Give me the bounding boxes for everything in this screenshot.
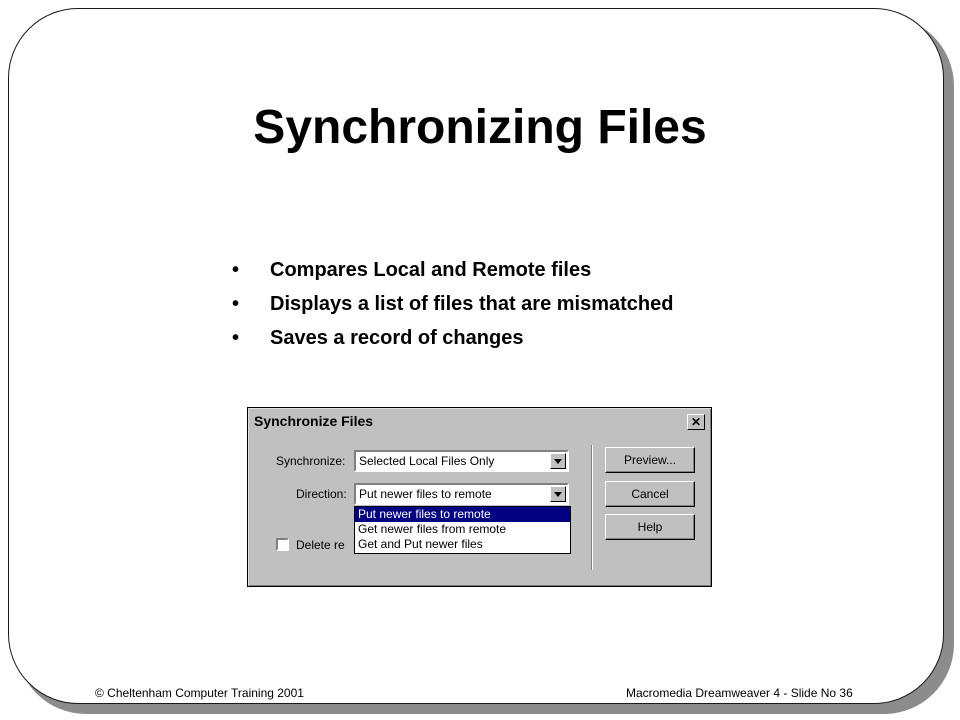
dialog-titlebar xyxy=(250,410,709,432)
dropdown-option[interactable]: Get newer files from remote xyxy=(358,522,507,536)
footer-slide-number: Macromedia Dreamweaver 4 - Slide No 36 xyxy=(626,686,853,700)
dropdown-option[interactable]: Get and Put newer files xyxy=(358,537,483,551)
synchronize-select[interactable] xyxy=(354,450,569,472)
dialog-title: Synchronize Files xyxy=(254,413,374,429)
dropdown-option[interactable]: Put newer files to remote xyxy=(355,507,570,522)
slide-title: Synchronizing Files xyxy=(253,101,707,154)
close-icon[interactable]: ✕ xyxy=(687,414,705,430)
footer-copyright: © Cheltenham Computer Training 2001 xyxy=(95,686,304,700)
bullet-icon: • xyxy=(232,327,240,349)
bullet-item: • Compares Local and Remote files xyxy=(232,255,673,289)
bullet-item: • Saves a record of changes xyxy=(232,323,673,357)
bullet-list xyxy=(232,255,673,357)
dialog-separator xyxy=(591,445,593,570)
direction-value: Put newer files to remote xyxy=(359,487,492,501)
direction-select[interactable] xyxy=(354,483,569,505)
bullet-item: • Displays a list of files that are mismatched xyxy=(232,289,673,323)
delete-checkbox[interactable] xyxy=(276,538,289,551)
direction-label: Direction: xyxy=(296,487,347,501)
help-button[interactable]: Help xyxy=(605,514,695,540)
preview-button[interactable]: Preview... xyxy=(605,447,695,473)
synchronize-label: Synchronize: xyxy=(276,454,346,468)
direction-dropdown-list xyxy=(354,506,571,554)
cancel-button[interactable]: Cancel xyxy=(605,481,695,507)
bullet-icon: • xyxy=(232,293,240,315)
chevron-down-icon[interactable] xyxy=(550,453,566,469)
chevron-down-icon[interactable] xyxy=(550,486,566,502)
bullet-icon: • xyxy=(232,259,240,281)
delete-checkbox-label: Delete re xyxy=(296,538,345,552)
synchronize-value: Selected Local Files Only xyxy=(359,454,495,468)
